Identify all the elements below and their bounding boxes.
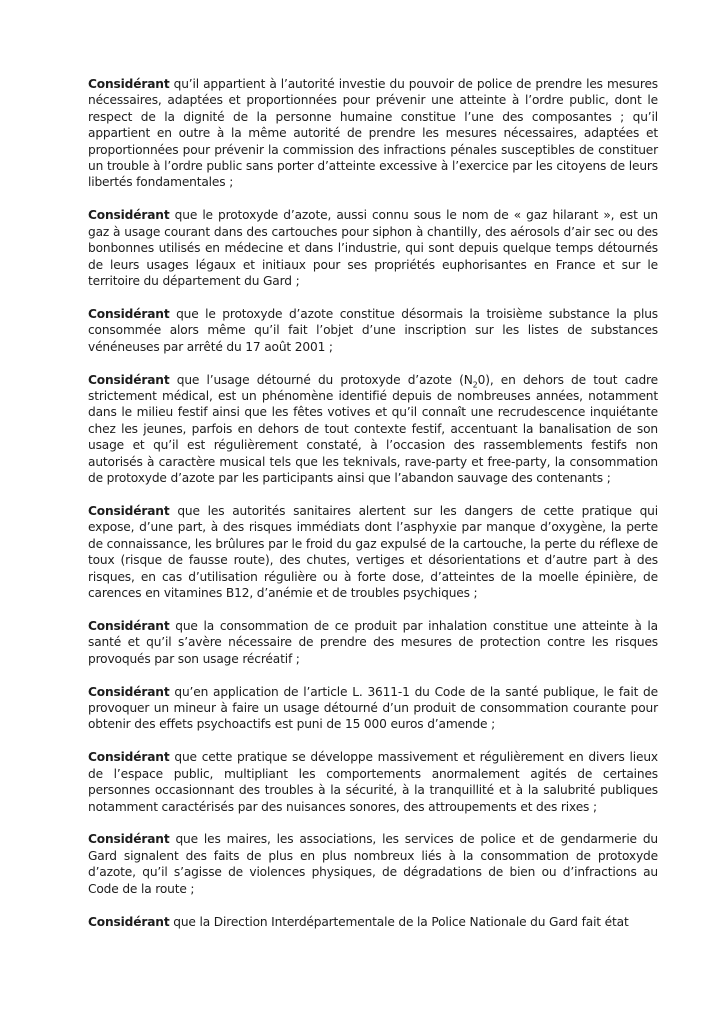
paragraph-lead: Considérant <box>88 618 170 633</box>
paragraph-considerant-8 <box>88 749 658 815</box>
paragraph-considerant-1 <box>88 76 658 191</box>
paragraph-considerant-9 <box>88 831 658 897</box>
paragraph-lead: Considérant <box>88 684 170 699</box>
document-page <box>88 76 658 946</box>
paragraph-text: qu’en application de l’article L. 3611-1 du Code de la santé publique, le fait de provoquer un mineur à faire un usage détourné d’un produit de consommation courante pour obtenir des effets psychoactifs est puni de 15 000 euros d’amende ; <box>88 684 658 732</box>
paragraph-text-before: que l’usage détourné du protoxyde d’azote (N <box>169 372 473 387</box>
paragraph-text: qu’il appartient à l’autorité investie du pouvoir de police de prendre les mesures nécessaires, adaptées et proportionnées pour prévenir une atteinte à l’ordre public, dont le respect de la dignité de la personne humaine constitue l’une des composantes ; qu’il appartient en outre à la même autorité de prendre les mesures nécessaires, adaptées et proportionnées pour prévenir la commission des infractions pénales susceptibles de constituer un trouble à l’ordre public sans porter d’atteinte excessive à l’exercice par les citoyens de leurs libertés fondamentales ; <box>88 77 658 190</box>
paragraph-text: que le protoxyde d’azote constitue désormais la troisième substance la plus consommée alors même qu’il fait l’objet d’une inscription sur les listes de substances vénéneuses par arrêté du 17 août 2001 ; <box>88 306 658 354</box>
paragraph-lead: Considérant <box>88 372 170 387</box>
paragraph-lead: Considérant <box>88 503 170 518</box>
paragraph-text: que la Direction Interdépartementale de la Police Nationale du Gard fait état <box>169 914 629 929</box>
paragraph-considerant-7 <box>88 684 658 733</box>
paragraph-text: que cette pratique se développe massivement et régulièrement en divers lieux de l’espace public, multipliant les comportements anormalement agités de certaines personnes occasionnant des troubles à la sécurité, à la tranquillité et à la salubrité publiques notamment caractérisés par des nuisances sonores, des attroupements et des rixes ; <box>88 750 658 814</box>
paragraph-text-after: 0), en dehors de tout cadre strictement médical, est un phénomène identifié depuis de nombreuses années, notamment dans le milieu festif ainsi que les fêtes votives et qu’il connaît une recrudescence inquiétante chez les jeunes, parfois en dehors de tout contexte festif, accentuant la banalisation de son usage et qu’il est régulièrement constaté, à l’occasion des rassemblements festifs non autorisés à caractère musical tels que les teknivals, rave-party et free-party, la consommation de protoxyde d’azote par les participants ainsi que l’abandon sauvage des contenants ; <box>88 372 658 486</box>
paragraph-considerant-5 <box>88 503 658 601</box>
paragraph-lead: Considérant <box>88 208 170 223</box>
paragraph-considerant-6 <box>88 618 658 667</box>
paragraph-text: que les maires, les associations, les services de police et de gendarmerie du Gard signalent des faits de plus en plus nombreux liés à la consommation de protoxyde d’azote, qu’il s’agisse de violences physiques, de dégradations de bien ou d’infractions au Code de la route ; <box>88 832 658 896</box>
paragraph-considerant-3 <box>88 306 658 355</box>
paragraph-lead: Considérant <box>88 914 170 929</box>
paragraph-lead: Considérant <box>88 750 170 765</box>
subscript: 2 <box>472 380 478 390</box>
paragraph-considerant-2 <box>88 207 658 289</box>
paragraph-text: que le protoxyde d’azote, aussi connu sous le nom de « gaz hilarant », est un gaz à usage courant dans des cartouches pour siphon à chantilly, des aérosols d’air sec ou des bonbonnes utilisés en médecine et dans l’industrie, qui sont depuis quelque temps détournés de leurs usages légaux et initiaux pour ses propriétés euphorisantes en France et sur le territoire du département du Gard ; <box>88 208 658 288</box>
paragraph-considerant-10 <box>88 914 658 930</box>
paragraph-lead: Considérant <box>88 306 170 321</box>
paragraph-lead: Considérant <box>88 77 170 91</box>
paragraph-text: que la consommation de ce produit par inhalation constitue une atteinte à la santé et qu’il s’avère nécessaire de prendre des mesures de protection contre les risques provoqués par son usage récréatif ; <box>88 618 658 666</box>
paragraph-lead: Considérant <box>88 832 170 847</box>
paragraph-considerant-4 <box>88 372 658 487</box>
paragraph-text: que les autorités sanitaires alertent sur les dangers de cette pratique qui expose, d’une part, à des risques immédiats dont l’asphyxie par manque d’oxygène, la perte de connaissance, les brûlures par le froid du gaz expulsé de la cartouche, la perte du réflexe de toux (risque de fausse route), des chutes, vertiges et désorientations et d’autre part à des risques, en cas d’utilisation régulière ou à forte dose, d’atteintes de la moelle épinière, de carences en vitamines B12, d’anémie et de troubles psychiques ; <box>88 503 658 600</box>
